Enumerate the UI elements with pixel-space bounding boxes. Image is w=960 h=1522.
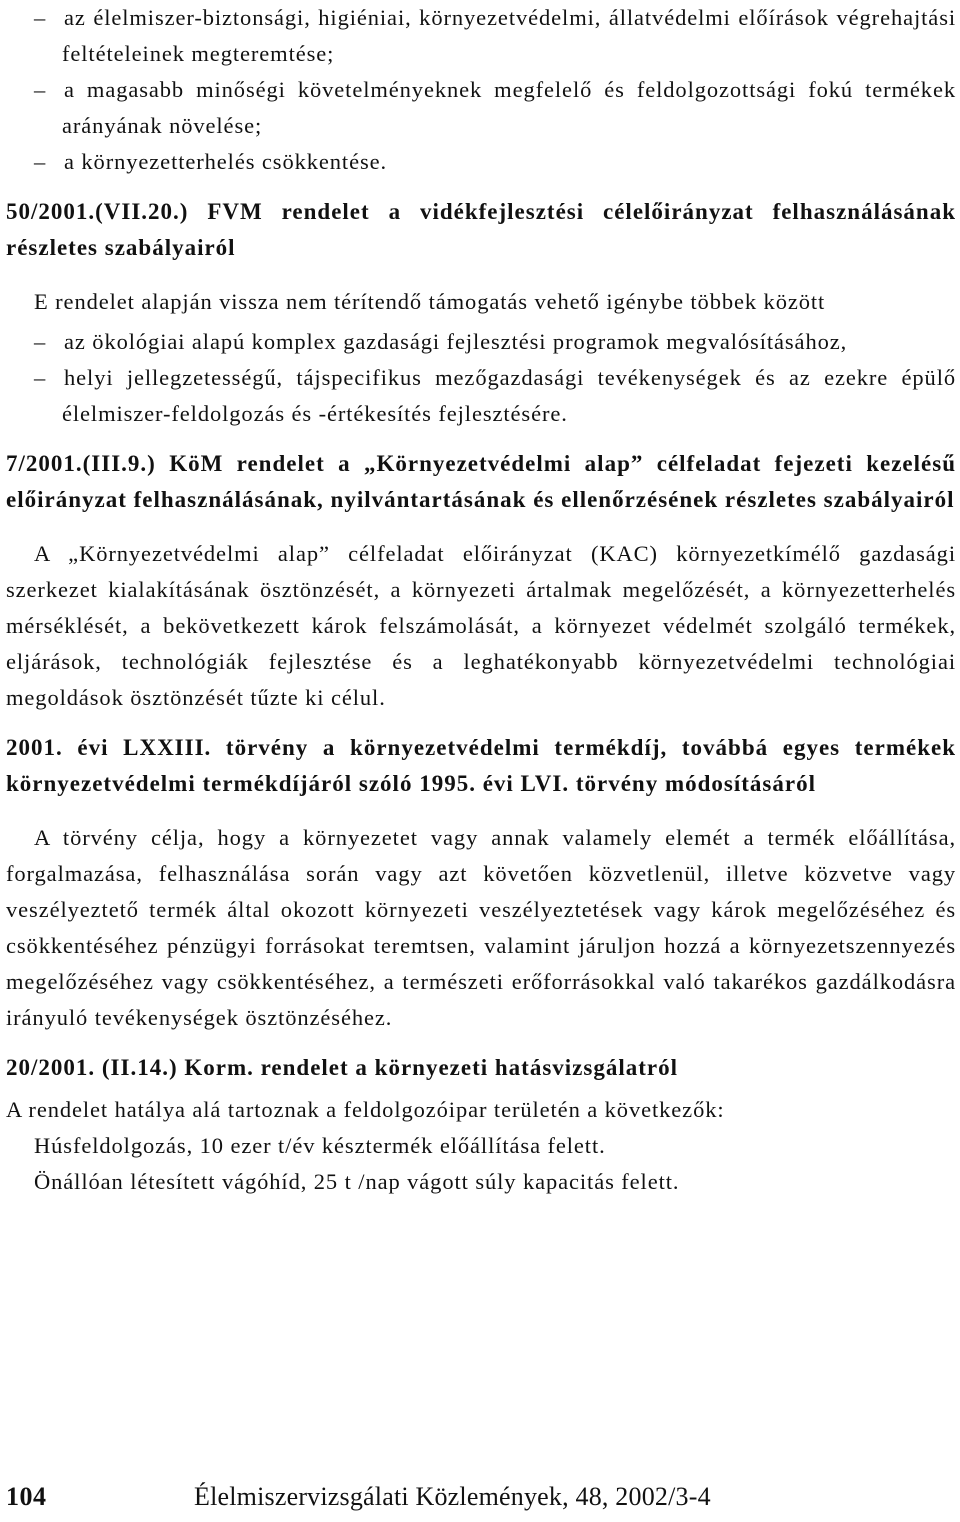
- section-body-paragraph: A törvény célja, hogy a környezetet vagy annak valamely elemét a termék előállítása, forgalmazása, felhasználása során vagy azt követően közvetlenül, illetve közvetve vagy veszélyeztető termék által okozott környezeti veszélyeztetések vagy károk megelőzéséhez és csökkentéséhez pénzügyi forrásokat teremtsen, valamint járuljon hozzá a környezetszennyezés megelőzéséhez vagy csökkentéséhez, a természeti erőforrásokkal való takarékos gazdálkodásra irányuló tevékenységek ösztönzéséhez.: [6, 825, 956, 1030]
- list-item: [6, 0, 956, 72]
- section-body-paragraph: A „Környezetvédelmi alap” célfeladat előirányzat (KAC) környezetkímélő gazdasági szerkezet kialakításának ösztönzését, a környezeti ártalmak megelőzését, a környezetterhelés mérséklését, a bekövetkezett károk felszámolását, a környezet védelmét szolgáló termékek, eljárások, technológiák fejlesztése és a leghatékonyabb környezetvédelmi technológiai megoldások ösztönzését tűzte ki célul.: [6, 541, 956, 710]
- list-item: [6, 144, 956, 180]
- top-bullet-list: [6, 0, 956, 180]
- page-footer: [6, 1482, 956, 1522]
- list-item: Húsfeldolgozás, 10 ezer t/év késztermék előállítása felett.: [34, 1133, 606, 1158]
- section-heading-title: FVM rendelet a vidékfejlesztési célelőirányzat felhasználásának részletes szabályairól: [6, 199, 956, 260]
- list-item-text: az élelmiszer-biztonsági, higiéniai, környezetvédelmi, állatvédelmi előírások végrehajtási feltételeinek megteremtése;: [62, 5, 956, 66]
- dash-marker: –: [34, 5, 47, 30]
- list-item-text: a magasabb minőségi követelményeknek megfelelő és feldolgozottsági fokú termékek arányának növelése;: [62, 77, 956, 138]
- dash-marker: –: [34, 77, 47, 102]
- list-item-text: az ökológiai alapú komplex gazdasági fejlesztési programok megvalósításához,: [64, 329, 848, 354]
- list-item-text: helyi jellegzetességű, tájspecifikus mezőgazdasági tevékenységek és az ezekre épülő élelmiszer-feldolgozás és -értékesítés fejlesztésére.: [62, 365, 956, 426]
- page-number: 104: [6, 1482, 47, 1511]
- section-heading-number: 50/2001.(VII.20.): [6, 199, 189, 224]
- list-item: Önállóan létesített vágóhíd, 25 t /nap vágott súly kapacitás felett.: [34, 1169, 680, 1194]
- section-heading-law: 2001. évi LXXIII. törvény a környezetvédelmi termékdíj, továbbá egyes termékek környezetvédelmi termékdíjáról szóló 1995. évi LVI. törvény módosításáról: [6, 735, 956, 796]
- dash-marker: –: [34, 149, 47, 174]
- section-heading-korm: 20/2001. (II.14.) Korm. rendelet a környezeti hatásvizsgálatról: [6, 1055, 678, 1080]
- section-heading-kom: 7/2001.(III.9.) KöM rendelet a „Környezetvédelmi alap” célfeladat fejezeti kezelésű előirányzat felhasználásának, nyilvántartásának és ellenőrzésének részletes szabályairól: [6, 451, 956, 512]
- section-intro-paragraph: A rendelet hatálya alá tartoznak a feldolgozóipar területén a következők:: [6, 1097, 725, 1122]
- dash-marker: –: [34, 329, 47, 354]
- document-page: [6, 0, 956, 1200]
- section-intro-paragraph: E rendelet alapján vissza nem térítendő támogatás vehető igénybe többek között: [34, 289, 826, 314]
- section-heading-fvm: [6, 194, 956, 266]
- section1-bullet-list: [6, 324, 956, 432]
- list-item-text: a környezetterhelés csökkentése.: [64, 149, 388, 174]
- list-item: [6, 360, 956, 432]
- list-item: [6, 72, 956, 144]
- dash-marker: –: [34, 365, 47, 390]
- journal-citation: Élelmiszervizsgálati Közlemények, 48, 2002/3-4: [194, 1482, 711, 1511]
- list-item: [6, 324, 956, 360]
